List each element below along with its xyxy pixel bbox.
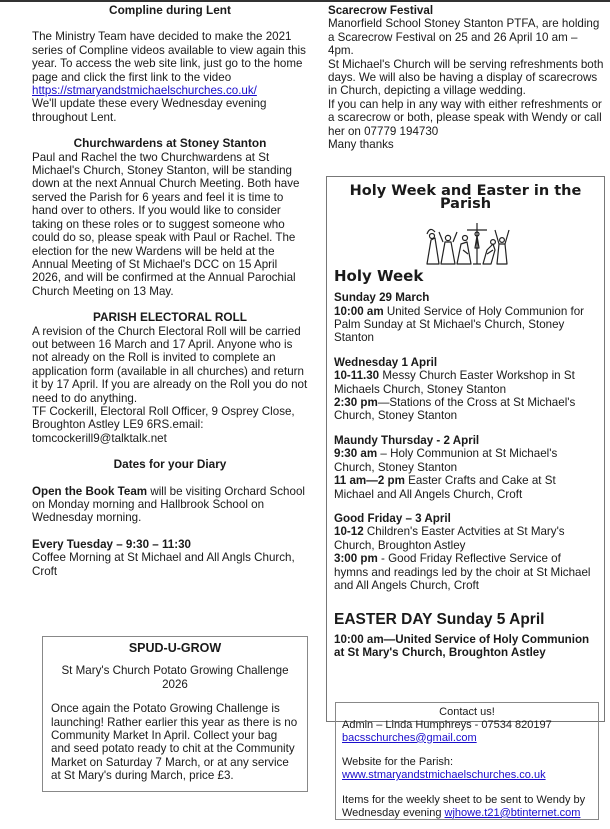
- holy-week-day: [334, 291, 597, 345]
- compline-title: Compline during Lent: [109, 3, 231, 17]
- left-column: [32, 4, 308, 578]
- event-text: —Stations of the Cross at St Michael's Church, Stoney Stanton: [334, 396, 576, 423]
- scarecrow-body: St Michael's Church will be serving refreshments both days. We will also be having a display of scarecrows in Church, depicting a village wedding.: [328, 57, 604, 98]
- holy-week-day: [334, 356, 597, 423]
- scarecrow-section: [326, 4, 604, 151]
- contact-website-label: Website for the Parish:: [342, 756, 454, 769]
- event-text: Messy Church Easter Workshop in St Michaels Church, Stoney Stanton: [334, 369, 575, 396]
- day-heading: Sunday 29 March: [334, 291, 430, 305]
- diary-item-heading: Every Tuesday – 9:30 – 11:30: [32, 537, 191, 551]
- churchwardens-section: [32, 137, 308, 298]
- scarecrow-thanks: Many thanks: [328, 138, 394, 152]
- event-text: - Good Friday Reflective Service of hymns and readings led by the choir at St Michael and All Angels Church, Croft: [334, 552, 591, 592]
- event-entry: [334, 525, 597, 552]
- electoral-roll-section: [32, 311, 308, 445]
- event-text: Children's Easter Actvities at St Mary's Church, Broughton Astley: [334, 525, 565, 552]
- event-entry: [334, 474, 597, 501]
- event-time: 3:00 pm: [334, 552, 378, 566]
- holy-week-day: [334, 512, 597, 592]
- spud-body: Once again the Potato Growing Challenge is launching! Rather earlier this year as there is no Community Market In April. Collect your bag and seed potato ready to chit at the Community Market on Saturday 7 March, or at any service at St Mary's during March, price £3.: [51, 702, 298, 783]
- holy-week-day: [334, 434, 597, 501]
- event-time: 10:00 am: [334, 304, 384, 318]
- event-entry: [334, 305, 597, 345]
- contact-items-note: [342, 794, 592, 820]
- diary-item-text: will be visiting Orchard School on Monday morning and Hallbrook School on Wednesday morning.: [32, 484, 305, 525]
- electoral-roll-body: A revision of the Church Electoral Roll will be carried out between 16 March and 17 April. Anyone who is not already on the Roll is invited to complete an application form (available in all churches) and return it by 17 April. If you are already on the Roll you do not need to do anything.: [32, 324, 308, 405]
- churchwardens-body: Paul and Rachel the two Churchwardens at St Michael's Church, Stoney Stanton, will be standing down at the next Annual Church Meeting. Both have served the Parish for 6 years and feel it is time to hand over to others. If you would like to consider taking on these roles or to suggest someone who could do so, please speak with Paul or Rachel. The election for the new Wardens will be held at the Annual Meeting of St Michael's DCC on 15 April 2026, and will be confirmed at the Annual Parochial Church Meeting on 13 May.: [32, 150, 300, 298]
- contact-admin-email-link[interactable]: bacsschurches@gmail.com: [342, 731, 477, 744]
- electoral-roll-contact: TF Cockerill, Electoral Roll Officer, 9 Osprey Close, Broughton Astley LE9 6RS.email: tomcockerill9@talktalk.net: [32, 404, 295, 445]
- right-column: [326, 4, 604, 151]
- event-time: 9:30 am: [334, 447, 378, 461]
- compline-body: The Ministry Team have decided to make the 2021 series of Compline videos available to view again this year. To access the web site link, just go to the home page and click the first link to the video: [32, 30, 306, 84]
- event-entry: [334, 396, 597, 423]
- spud-u-grow-box: [42, 636, 308, 792]
- event-entry: [334, 447, 597, 474]
- churchwardens-title: Churchwardens at Stoney Stanton: [73, 136, 267, 151]
- top-rule: [0, 0, 610, 2]
- day-heading: Good Friday – 3 April: [334, 511, 451, 525]
- event-text: United Service of Holy Communion for Palm Sunday at St Michael's Church, Stoney Stanton: [334, 304, 585, 345]
- diary-title: Dates for your Diary: [113, 457, 227, 472]
- contact-box: [335, 702, 599, 820]
- easter-day-title: EASTER DAY Sunday 5 April: [334, 611, 545, 629]
- easter-day-service: 10:00 am—United Service of Holy Communion at St Mary's Church, Broughton Astley: [334, 632, 590, 660]
- day-heading: Maundy Thursday - 2 April: [334, 433, 480, 447]
- event-entry: [334, 369, 597, 396]
- contact-items-text: Items for the weekly sheet to be sent to Wendy by Wednesday evening: [342, 793, 586, 819]
- holy-week-title: Holy Week and Easter in the Parish: [349, 183, 582, 213]
- compline-link[interactable]: https://stmaryandstmichaelschurches.co.uk/: [32, 84, 257, 98]
- holy-week-subtitle: Holy Week: [334, 266, 424, 285]
- spud-title: SPUD-U-GROW: [128, 641, 222, 655]
- event-time: 10-11.30: [334, 369, 380, 383]
- contact-admin: Admin – Linda Humphreys - 07534 820197: [342, 718, 552, 731]
- compline-section: [32, 4, 308, 124]
- scarecrow-body: If you can help in any way with either refreshments or a scarecrow or both, please speak with Wendy or call her on 07779 194730: [328, 97, 602, 138]
- scarecrow-body: Manorfield School Stoney Stanton PTFA, are holding a Scarecrow Festival on 25 and 26 April 10 am – 4pm.: [328, 17, 600, 58]
- event-entry: [334, 552, 597, 592]
- event-text: – Holy Communion at St Michael's Church, Stoney Stanton: [334, 447, 558, 474]
- contact-items-email-link[interactable]: wjhowe.t21@btinternet.com: [444, 806, 581, 819]
- event-time: 10-12: [334, 525, 364, 539]
- event-text: Easter Crafts and Cake at St Michael and All Angels Church, Croft: [334, 474, 556, 501]
- day-heading: Wednesday 1 April: [334, 355, 438, 369]
- diary-item-text: Coffee Morning at St Michael and All Angls Church, Croft: [32, 551, 295, 578]
- diary-item-heading: Open the Book Team: [32, 484, 148, 498]
- electoral-roll-title: PARISH ELECTORAL ROLL: [92, 310, 248, 325]
- spud-subtitle: St Mary's Church Potato Growing Challenge 2026: [61, 664, 289, 691]
- diary-section: [32, 458, 308, 578]
- contact-title: Contact us!: [439, 706, 495, 718]
- diary-item: [32, 485, 308, 525]
- scarecrow-title: Scarecrow Festival: [328, 4, 434, 17]
- palm-sunday-crucifixion-illustration: [421, 220, 511, 266]
- contact-website-link[interactable]: www.stmaryandstmichaelschurches.co.uk: [342, 769, 546, 782]
- event-time: 11 am—2 pm: [334, 474, 405, 488]
- event-time: 2:30 pm: [334, 396, 378, 410]
- compline-after: We'll update these every Wednesday evening throughout Lent.: [32, 97, 267, 124]
- holy-week-box: [326, 176, 605, 722]
